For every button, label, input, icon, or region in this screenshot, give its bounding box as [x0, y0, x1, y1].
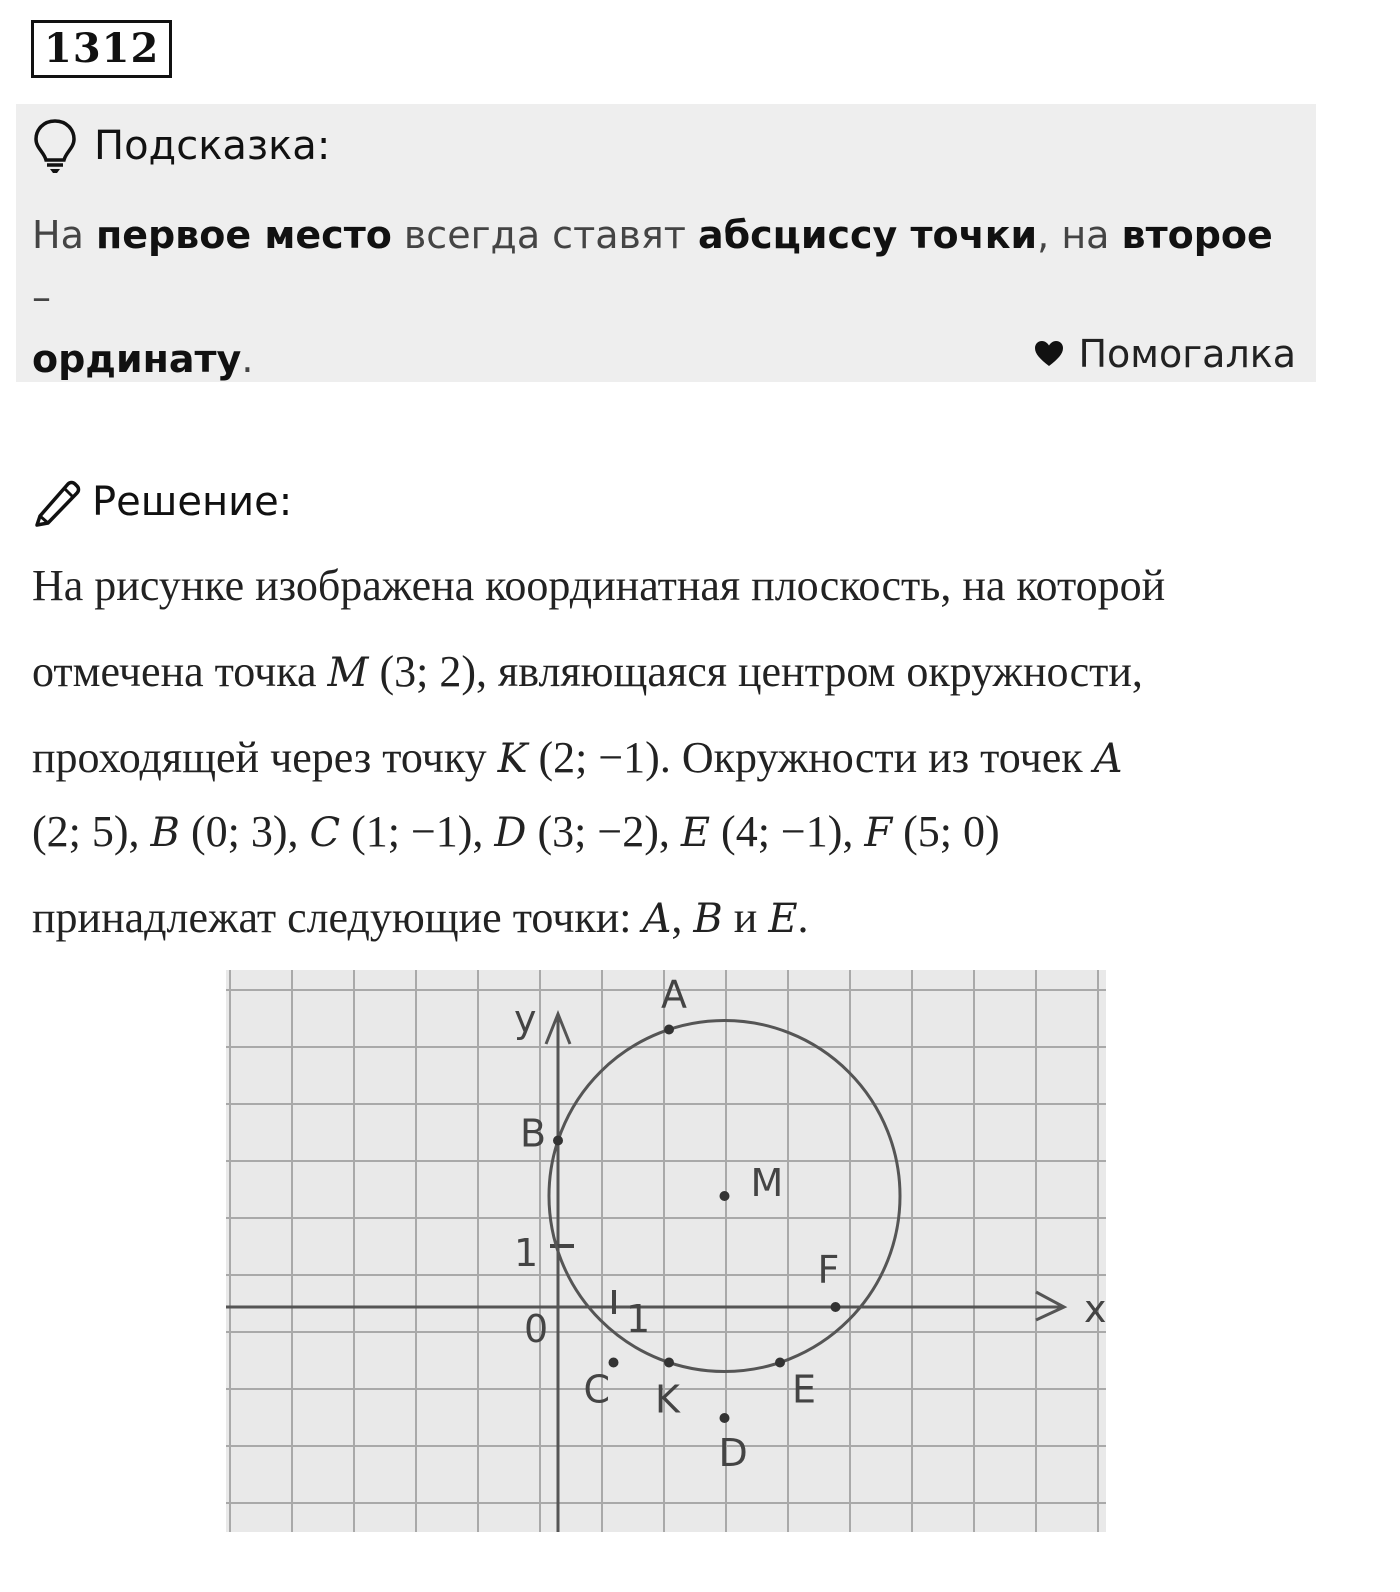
unit-y-label: 1: [514, 1231, 539, 1275]
source-credit[interactable]: [1034, 332, 1296, 376]
pencil-icon: [32, 476, 84, 528]
text-run: (4; −1),: [710, 807, 865, 856]
point-m: [720, 1191, 730, 1201]
axis-y-label: y: [514, 997, 537, 1041]
math-var: C: [309, 810, 341, 856]
point-label-k: K: [655, 1377, 680, 1422]
point-label-m: M: [750, 1161, 784, 1205]
hint-box: [16, 104, 1316, 382]
point-e: [775, 1358, 785, 1368]
hint-text-part: На: [32, 213, 96, 257]
text-run: .: [797, 893, 809, 942]
hint-header: [32, 118, 330, 174]
hint-text-part: –: [32, 275, 51, 319]
unit-x-label: 1: [626, 1297, 651, 1341]
point-label-e: E: [792, 1367, 817, 1412]
coordinate-plane-svg: [226, 970, 1106, 1532]
lightbulb-icon: [32, 118, 78, 174]
point-c: [609, 1358, 619, 1368]
grid-lines: [226, 970, 1106, 1532]
point-b: [553, 1136, 563, 1146]
solution-title: Решение:: [92, 479, 293, 525]
math-var: F: [864, 810, 893, 856]
solution-header: [32, 474, 292, 530]
text-run: (2; 5),: [32, 807, 151, 856]
solution-line: [32, 806, 1000, 857]
solution-line: [32, 646, 1143, 697]
point-label-f: F: [817, 1248, 840, 1292]
text-run: На рисунке изображена координатная плоскость, на которой: [32, 561, 1166, 610]
math-var: E: [768, 896, 798, 942]
text-run: проходящей через точку: [32, 733, 498, 782]
source-label: Помогалка: [1078, 332, 1296, 376]
point-k: [664, 1358, 674, 1368]
hint-text-bold: первое место: [95, 213, 392, 257]
task-number: 1312: [31, 20, 172, 78]
hint-text-part: , на: [1037, 213, 1122, 257]
point-label-d: D: [718, 1431, 748, 1475]
solution-line: [32, 732, 1123, 783]
text-run: и: [722, 893, 769, 942]
hint-text-bold: абсциссу точки: [697, 213, 1038, 257]
math-var: B: [693, 896, 723, 942]
math-var: D: [494, 810, 527, 856]
text-run: (3; −2),: [526, 807, 681, 856]
text-run: принадлежат следующие точки:: [32, 893, 643, 942]
math-var: M: [327, 650, 369, 696]
point-f: [831, 1302, 841, 1312]
axis-x-label: x: [1084, 1287, 1106, 1331]
hint-text-bold: ординату: [32, 337, 242, 381]
text-run: (3; 2), являющаяся центром окружности,: [368, 647, 1143, 696]
coordinate-plane-figure: [226, 970, 1106, 1532]
text-run: (5; 0): [892, 807, 1000, 856]
point-a: [664, 1025, 674, 1035]
text-run: отмечена точка: [32, 647, 328, 696]
text-run: (1; −1),: [340, 807, 495, 856]
point-label-a: A: [661, 972, 687, 1017]
math-var: A: [642, 896, 672, 942]
solution-line: [32, 892, 809, 943]
math-var: A: [1093, 736, 1123, 782]
solution-line: [32, 560, 1165, 611]
point-d: [720, 1413, 730, 1423]
heart-icon: [1034, 340, 1078, 368]
hint-text-part: всегда ставят: [391, 213, 698, 257]
text-run: (0; 3),: [179, 807, 310, 856]
hint-title: Подсказка:: [94, 123, 331, 169]
hint-text-part: .: [241, 337, 254, 381]
point-label-b: B: [520, 1111, 547, 1156]
point-label-c: C: [583, 1367, 611, 1412]
text-run: ,: [671, 893, 694, 942]
text-run: (2; −1). Окружности из точек: [527, 733, 1094, 782]
origin-label: 0: [524, 1307, 549, 1351]
hint-text-bold: второе: [1121, 213, 1273, 257]
math-var: B: [150, 810, 180, 856]
math-var: K: [497, 736, 528, 782]
math-var: E: [680, 810, 711, 856]
